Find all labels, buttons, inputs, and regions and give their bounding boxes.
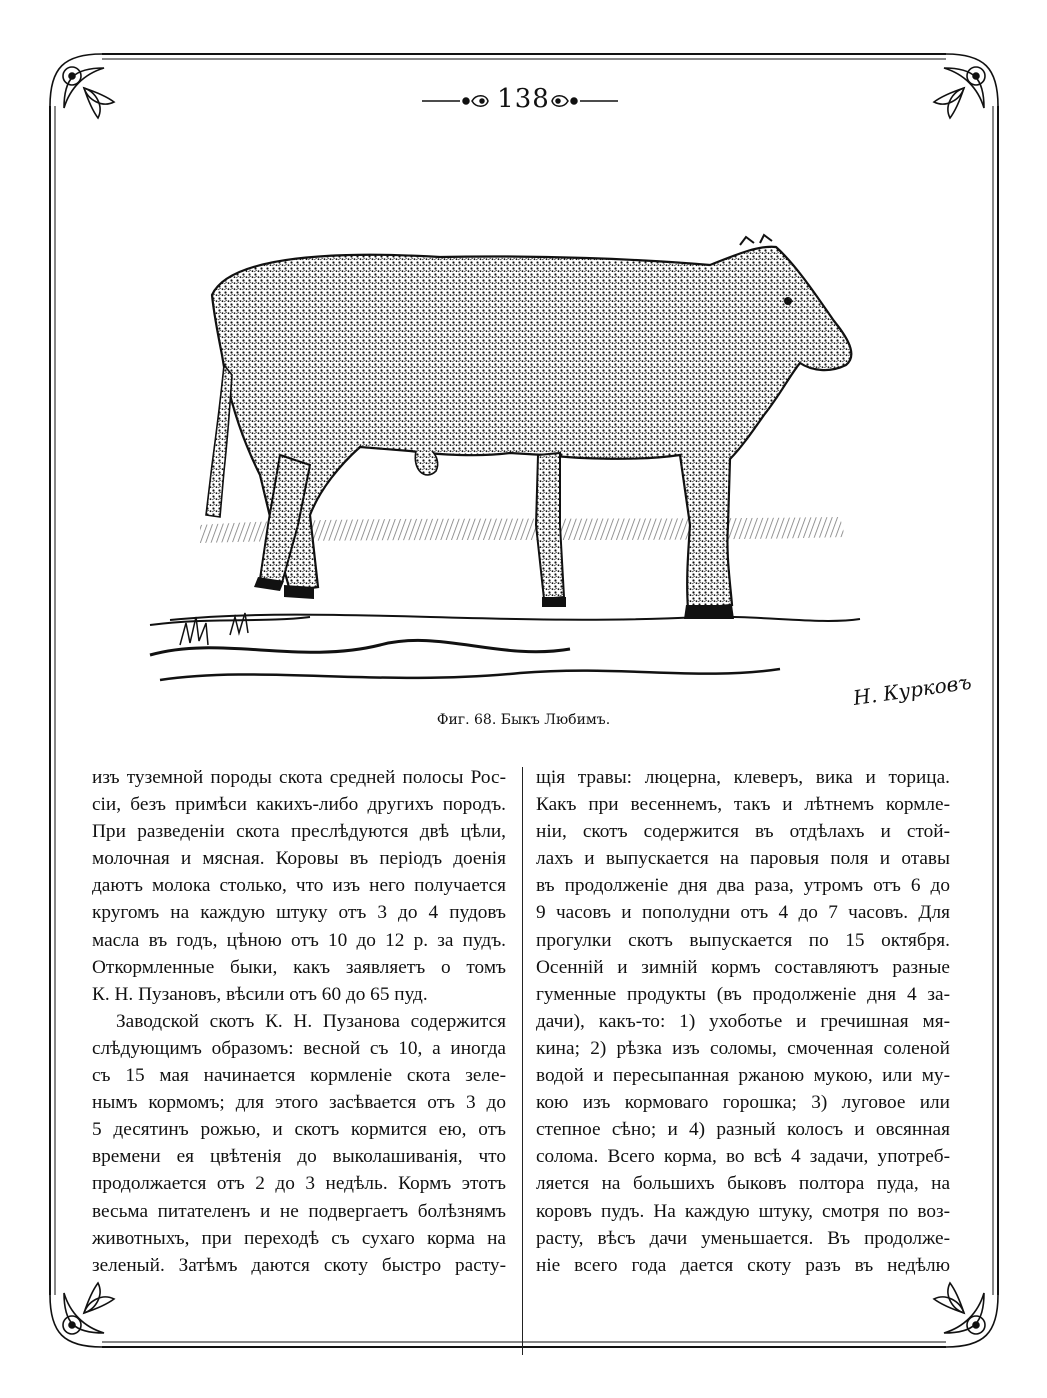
page-number: 138 <box>497 84 550 114</box>
text-line: щія травы: люцерна, клеверъ, вика и торица. <box>536 767 950 788</box>
text-line: весьма питателенъ и не подвергаетъ болѣзнямъ <box>92 1200 506 1222</box>
corner-ornament-bottom-right <box>934 1283 998 1347</box>
text-line: коровъ пудъ. На каждую штуку, смотря по воз- <box>536 1200 950 1222</box>
text-line: дачи), какъ-то: 1) ухоботье и гречишная мя- <box>536 1010 950 1032</box>
text-line: молочная и мясная. Коровы въ періодъ доенія <box>92 848 506 870</box>
page-number-flourish-right <box>545 92 620 110</box>
text-line: 9 часовъ и пополудни отъ 4 до 7 часовъ. Для <box>536 902 950 924</box>
engraver-signature: Н. Курковъ <box>851 669 973 710</box>
text-column-right <box>536 764 950 1279</box>
text-line: кина; 2) рѣзка изъ соломы, смоченная соленой <box>536 1037 950 1059</box>
text-line: водой и пересыпанная ржаною мукою, или му- <box>536 1065 950 1087</box>
text-line: расту, вѣсъ дачи уменьшается. Въ продолже- <box>536 1227 950 1249</box>
text-line: времени ея цвѣтенія до выколашиванія, что <box>92 1146 506 1168</box>
text-line: масла въ годъ, цѣною отъ 10 до 12 р. за пудъ. <box>92 929 506 951</box>
text-line: ляется на большихъ быковъ полтора пуда, на <box>536 1173 950 1195</box>
text-line: При разведеніи скота преслѣдуются двѣ цѣли, <box>92 821 506 843</box>
text-line: съ 15 мая начинается кормленіе скота зеле- <box>92 1065 506 1087</box>
text-line: продолжается отъ 2 до 3 недѣль. Кормъ этотъ <box>92 1173 506 1195</box>
text-line: солома. Всего корма, во всѣ 4 задачи, употреб- <box>536 1146 950 1168</box>
text-line: Откормленные быки, какъ заявляетъ о томъ <box>92 956 506 978</box>
text-line: сіи, безъ примѣси какихъ-либо другихъ породъ. <box>92 794 506 816</box>
text-line: животныхъ, при переходѣ съ сухаго корма на <box>92 1227 506 1249</box>
text-line: кою изъ кормоваго горошка; 3) луговое или <box>536 1092 950 1114</box>
text-line: даютъ молока столько, что изъ него получается <box>92 875 506 897</box>
text-column-left <box>92 764 506 1279</box>
text-line: изъ туземной породы скота средней полосы Рос- <box>92 767 506 788</box>
text-line: 5 десятинъ рожью, и скотъ кормится ею, отъ <box>92 1119 506 1141</box>
figure-caption: Фиг. 68. Быкъ Любимъ. <box>436 712 611 728</box>
bull-body <box>206 235 851 619</box>
bull-engraving-illustration <box>140 225 940 715</box>
text-line: ніе всего года дается скоту разъ въ недѣлю <box>536 1254 950 1276</box>
column-divider <box>522 767 523 1355</box>
text-line: зеленый. Затѣмъ даются скоту быстро расту- <box>92 1254 506 1276</box>
text-line: ніи, скотъ содержится въ отдѣлахъ и стой- <box>536 821 950 843</box>
text-line: слѣдующимъ образомъ: весной съ 10, а иногда <box>92 1037 506 1059</box>
text-line: нымъ кормомъ; для этого засѣвается отъ 3 до <box>92 1092 506 1114</box>
text-line: Какъ при весеннемъ, такъ и лѣтнемъ кормле- <box>536 794 950 816</box>
text-line: Заводской скотъ К. Н. Пузанова содержится <box>116 1010 506 1032</box>
text-line: кругомъ на каждую штуку отъ 3 до 4 пудовъ <box>92 902 506 924</box>
text-line: Осенній и зимній кормъ составляютъ разные <box>536 956 950 978</box>
text-line: въ продолженіе дня два раза, утромъ отъ 6 до <box>536 875 950 897</box>
text-line: степное сѣно; и 4) разный колосъ и овсянная <box>536 1119 950 1141</box>
ground-shading <box>150 517 860 680</box>
text-line: К. Н. Пузановъ, вѣсили отъ 60 до 65 пуд. <box>92 983 428 1005</box>
text-line: лахъ и выпускается на паровыя поля и отавы <box>536 848 950 870</box>
corner-ornament-bottom-left <box>50 1283 114 1347</box>
text-line: гуменные продукты (въ продолженіе дня 4 за- <box>536 983 950 1005</box>
text-line: прогулки скотъ выпускается по 15 октября. <box>536 929 950 951</box>
